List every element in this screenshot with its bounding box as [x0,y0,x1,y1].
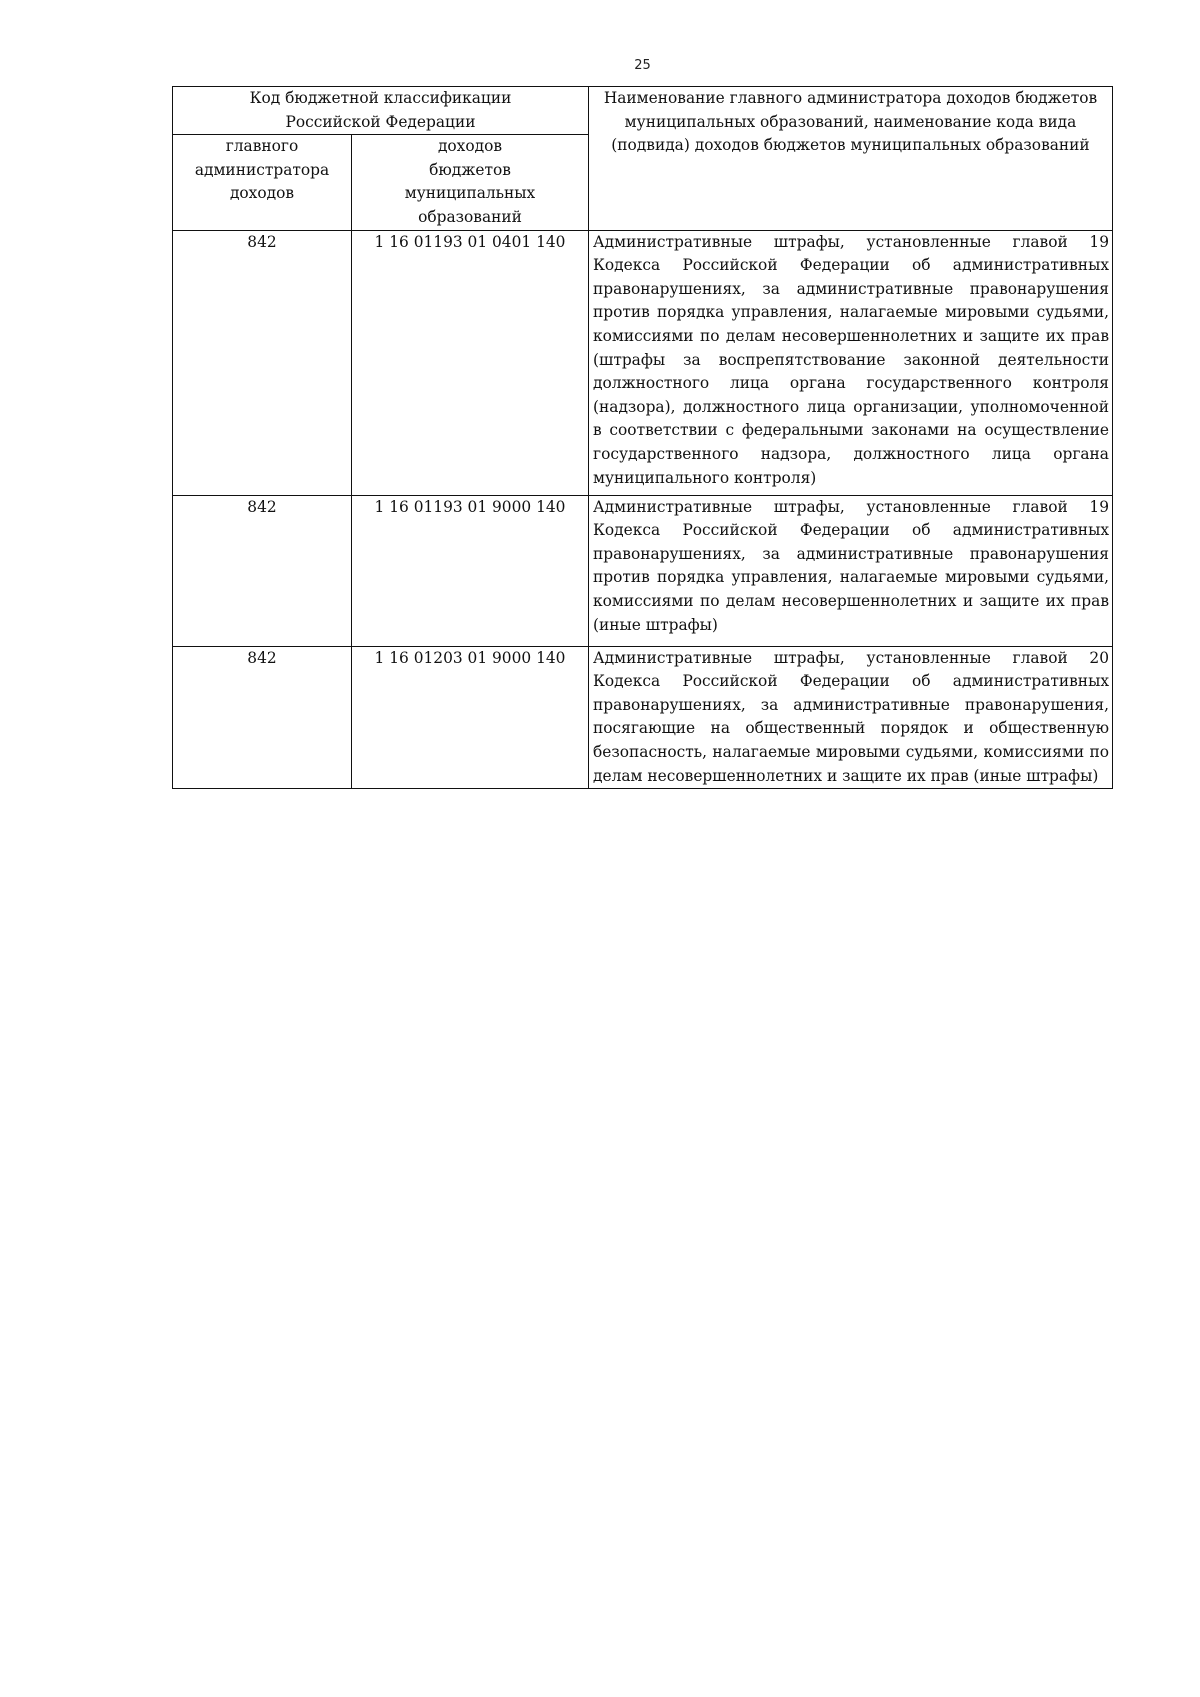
admin-code-cell: 842 [173,646,352,788]
description-cell [589,495,1113,646]
header-name-label: Наименование главного администратора доходов бюджетов муниципальных образований, наименование кода вида (подвида) доходов бюджетов муниципальных образований [603,89,1098,155]
description-text: Административные штрафы, установленные главой 19 Кодекса Российской Федерации об административных правонарушениях, за административные правонарушения против порядка управления, налагаемые мировыми судьями, комиссиями по делам несовершеннолетних и защите их прав (иные штрафы) [593,497,1109,634]
page-number: 25 [634,58,651,73]
description-text: Административные штрафы, установленные главой 19 Кодекса Российской Федерации об административных правонарушениях, за административные правонарушения против порядка управления, налагаемые мировыми судьями, комиссиями по делам несовершеннолетних и защите их прав (штрафы за воспрепятствование законной деятельности должностного лица органа государственного контроля (надзора), должностного лица организации, уполномоченной в соответствии с федеральными законами на осуществление государственного надзора, должностного лица органа муниципального контроля) [593,232,1109,487]
description-text: Административные штрафы, установленные главой 20 Кодекса Российской Федерации об административных правонарушениях, за административные правонарушения, посягающие на общественный порядок и общественную безопасность, налагаемые мировыми судьями, комиссиями по делам несовершеннолетних и защите их прав (иные штрафы) [593,648,1109,785]
income-code-cell: 1 16 01203 01 9000 140 [352,646,589,788]
header-income-label: доходов бюджетов муниципальных образований [404,137,536,226]
table-header-row [173,87,1113,135]
admin-code-cell: 842 [173,495,352,646]
header-group-cell [173,87,589,135]
header-group-label: Код бюджетной классификации Российской Федерации [249,89,512,131]
description-cell [589,646,1113,788]
income-code-cell: 1 16 01193 01 9000 140 [352,495,589,646]
table-row [173,646,1113,788]
budget-classification-table [172,86,1113,789]
table-row [173,495,1113,646]
header-admin-cell [173,135,352,230]
income-code-cell: 1 16 01193 01 0401 140 [352,230,589,495]
header-income-cell [352,135,589,230]
admin-code-cell: 842 [173,230,352,495]
table-row [173,230,1113,495]
header-admin-label: главного администратора доходов [194,137,330,203]
description-cell [589,230,1113,495]
header-name-cell [589,87,1113,231]
